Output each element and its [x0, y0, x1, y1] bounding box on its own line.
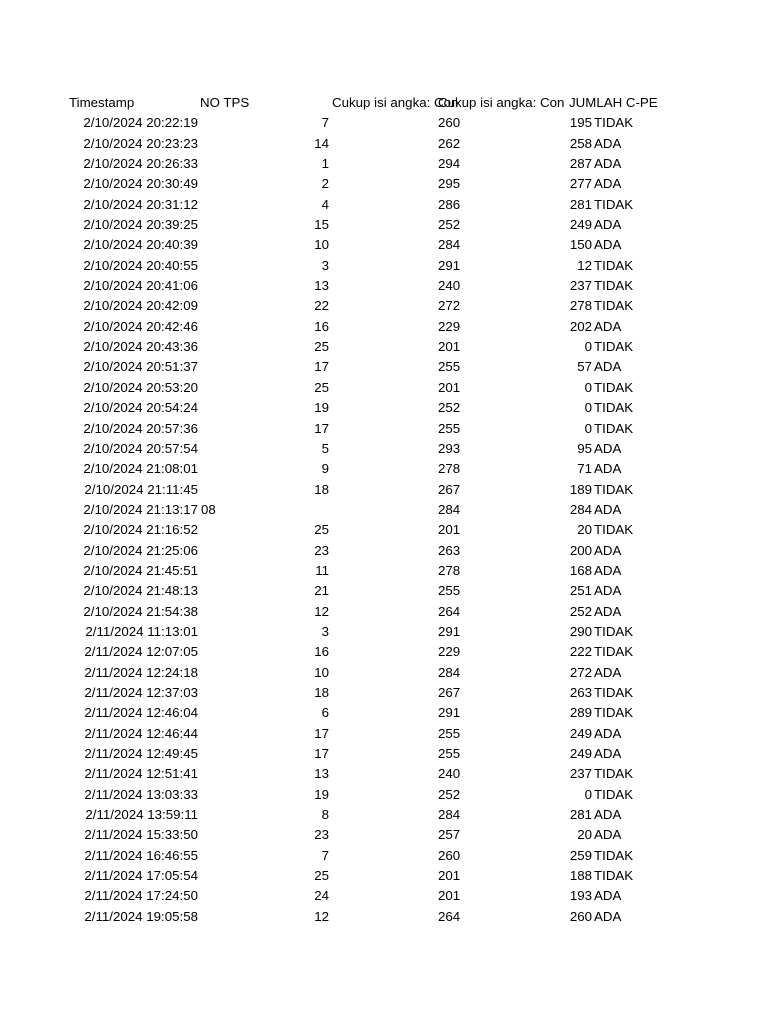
- cell-timestamp: 2/10/2024 20:41:06: [83, 278, 198, 294]
- cell-col1: 272: [438, 298, 461, 314]
- cell-status: TIDAK: [594, 115, 634, 131]
- cell-no-tps: 16: [314, 318, 329, 334]
- table-row: [0, 439, 768, 459]
- cell-status: TIDAK: [594, 420, 634, 436]
- cell-no-tps: 25: [314, 522, 329, 538]
- cell-no-tps: 11: [315, 562, 329, 578]
- table-row: [0, 683, 768, 703]
- cell-col2: 195: [569, 115, 592, 131]
- cell-col1: 255: [438, 746, 461, 761]
- table-row: [0, 907, 768, 927]
- cell-timestamp: 2/10/2024 20:54:24: [83, 400, 198, 416]
- header-col2: Cukup isi angka: Con: [438, 95, 565, 110]
- cell-col2: 263: [569, 684, 592, 700]
- cell-timestamp: 2/10/2024 20:42:46: [83, 318, 198, 334]
- table-row: [0, 317, 768, 337]
- cell-col2: 0: [584, 420, 592, 436]
- cell-no-tps: 4: [321, 196, 329, 212]
- cell-status: ADA: [594, 827, 622, 843]
- cell-no-tps: 23: [314, 827, 329, 843]
- cell-no-tps: 19: [314, 786, 329, 802]
- cell-col1: 262: [438, 135, 461, 151]
- cell-status: ADA: [594, 583, 622, 599]
- cell-timestamp: 2/10/2024 20:51:37: [83, 359, 198, 375]
- cell-status: TIDAK: [594, 196, 634, 212]
- cell-col1: 291: [438, 705, 461, 721]
- cell-col1: 252: [438, 400, 461, 416]
- cell-no-tps: 6: [321, 705, 329, 721]
- cell-col1: 264: [438, 908, 461, 924]
- cell-timestamp: 2/10/2024 20:23:23: [83, 135, 198, 151]
- header-col3: JUMLAH C-PE: [569, 95, 658, 110]
- cell-col2: 272: [569, 664, 592, 680]
- cell-no-tps: 17: [314, 746, 329, 761]
- table-row: [0, 561, 768, 581]
- cell-no-tps: [270, 500, 329, 520]
- cell-status: ADA: [594, 176, 622, 192]
- table-row: [0, 357, 768, 377]
- cell-col2: 259: [569, 847, 592, 863]
- cell-status: ADA: [594, 908, 622, 924]
- cell-col1: 278: [438, 461, 461, 477]
- cell-status: TIDAK: [594, 786, 634, 802]
- cell-status: ADA: [594, 664, 622, 680]
- cell-status: ADA: [594, 562, 622, 578]
- cell-timestamp: 2/11/2024 13:59:11: [85, 807, 198, 823]
- table-row: [0, 520, 768, 540]
- table-row: [0, 744, 768, 764]
- cell-timestamp: 2/10/2024 20:39:25: [83, 217, 198, 233]
- table-row: [0, 296, 768, 316]
- cell-status: TIDAK: [594, 379, 634, 395]
- cell-col2: 189: [569, 481, 592, 497]
- cell-col1: 240: [438, 278, 461, 294]
- cell-col1: 229: [438, 644, 461, 660]
- cell-no-tps: 13: [314, 766, 329, 782]
- cell-timestamp: 2/10/2024 20:22:19: [83, 115, 198, 131]
- table-row: [0, 724, 768, 744]
- cell-col2: 20: [577, 827, 592, 843]
- cell-status: TIDAK: [594, 522, 634, 538]
- cell-timestamp: 2/10/2024 20:26:33: [83, 156, 198, 172]
- cell-no-tps: 17: [314, 420, 329, 436]
- cell-status: TIDAK: [594, 623, 634, 639]
- cell-col1: 291: [438, 257, 461, 273]
- cell-status: ADA: [594, 359, 622, 375]
- cell-col1: 286: [438, 196, 461, 212]
- table-row: [0, 480, 768, 500]
- cell-no-tps: 19: [314, 400, 329, 416]
- cell-timestamp: 2/10/2024 20:40:55: [83, 257, 198, 273]
- cell-timestamp: 2/11/2024 12:51:41: [84, 766, 198, 782]
- cell-status: ADA: [594, 217, 622, 233]
- cell-timestamp: 2/11/2024 15:33:50: [84, 827, 198, 843]
- cell-timestamp: 2/11/2024 12:24:18: [84, 664, 198, 680]
- cell-col2: 260: [569, 908, 592, 924]
- cell-timestamp: 2/11/2024 11:13:01: [85, 623, 198, 639]
- cell-timestamp: 2/10/2024 21:11:45: [84, 481, 198, 497]
- cell-status: ADA: [594, 237, 622, 253]
- cell-no-tps: 3: [321, 623, 329, 639]
- cell-col2: 0: [584, 400, 592, 416]
- table-row: [0, 541, 768, 561]
- cell-no-tps: 10: [314, 664, 329, 680]
- table-row: [0, 154, 768, 174]
- cell-col2: 20: [577, 522, 592, 538]
- header-timestamp: Timestamp: [69, 95, 135, 110]
- table-row: [0, 622, 768, 642]
- cell-col2: 150: [569, 237, 592, 253]
- cell-status: TIDAK: [594, 684, 634, 700]
- cell-col1: 201: [438, 379, 461, 395]
- cell-col1: 267: [438, 481, 461, 497]
- cell-col1: 201: [438, 888, 461, 904]
- cell-col1: 284: [438, 807, 461, 823]
- header-row: [0, 93, 768, 113]
- cell-timestamp: 2/11/2024 17:24:50: [84, 888, 198, 904]
- cell-no-tps: 7: [321, 847, 329, 863]
- cell-col2: 12: [577, 257, 592, 273]
- cell-timestamp: 2/10/2024 21:08:01: [83, 461, 198, 477]
- cell-no-tps: 16: [314, 644, 329, 660]
- cell-no-tps: 21: [314, 583, 329, 599]
- cell-timestamp: 2/10/2024 21:13:17: [83, 501, 198, 517]
- cell-col2: 71: [577, 461, 592, 477]
- table-row: [0, 846, 768, 866]
- cell-col1: 201: [438, 339, 461, 355]
- table-row: [0, 276, 768, 296]
- table-row: [0, 602, 768, 622]
- table-row: [0, 235, 768, 255]
- cell-status: ADA: [594, 440, 622, 456]
- cell-col2: 193: [569, 888, 592, 904]
- header-col1: Cukup isi angka: Con: [332, 95, 459, 110]
- cell-timestamp: 2/11/2024 12:46:44: [84, 725, 198, 741]
- cell-col1: 201: [438, 868, 461, 884]
- cell-timestamp: 2/10/2024 20:53:20: [83, 379, 198, 395]
- cell-status: ADA: [594, 461, 622, 477]
- cell-no-tps: 24: [314, 888, 329, 904]
- table-body: [0, 113, 768, 927]
- table-row: [0, 825, 768, 845]
- cell-col2: 251: [569, 583, 592, 599]
- cell-col1: 229: [438, 318, 461, 334]
- cell-col2: 237: [569, 766, 592, 782]
- cell-no-tps: 10: [314, 237, 329, 253]
- cell-col1: 252: [438, 786, 461, 802]
- cell-col2: 281: [569, 807, 592, 823]
- cell-status: TIDAK: [594, 298, 634, 314]
- cell-col1: 240: [438, 766, 461, 782]
- table-row: [0, 886, 768, 906]
- cell-col2: 188: [569, 868, 592, 884]
- cell-col1: 284: [438, 664, 461, 680]
- cell-col1: 295: [438, 176, 461, 192]
- cell-status: ADA: [594, 501, 622, 517]
- cell-col2: 277: [569, 176, 592, 192]
- cell-no-tps: 17: [314, 725, 329, 741]
- cell-status: TIDAK: [594, 481, 634, 497]
- cell-timestamp: 2/10/2024 20:30:49: [83, 176, 198, 192]
- cell-timestamp: 2/11/2024 17:05:54: [84, 868, 198, 884]
- cell-no-tps: 18: [314, 684, 329, 700]
- cell-col2: 249: [569, 217, 592, 233]
- cell-col1: 255: [438, 583, 461, 599]
- cell-col1: 260: [438, 847, 461, 863]
- table-row: [0, 398, 768, 418]
- cell-col2: 252: [569, 603, 592, 619]
- table-row: [0, 785, 768, 805]
- cell-status: ADA: [594, 542, 622, 558]
- table-row: [0, 337, 768, 357]
- data-sheet: [0, 93, 768, 927]
- cell-col2: 0: [584, 339, 592, 355]
- cell-col1: 252: [438, 217, 461, 233]
- table-row: [0, 195, 768, 215]
- cell-col1: 284: [438, 237, 461, 253]
- table-row: [0, 581, 768, 601]
- cell-no-tps: 17: [314, 359, 329, 375]
- cell-col1: 264: [438, 603, 461, 619]
- cell-col1: 291: [438, 623, 461, 639]
- cell-timestamp: 2/11/2024 12:37:03: [84, 684, 198, 700]
- table-row: [0, 215, 768, 235]
- cell-status: ADA: [594, 746, 622, 761]
- table-row: [0, 419, 768, 439]
- cell-no-tps: 18: [314, 481, 329, 497]
- cell-col1: 260: [438, 115, 461, 131]
- cell-col2: 278: [569, 298, 592, 314]
- cell-status: ADA: [594, 807, 622, 823]
- cell-status: TIDAK: [594, 339, 634, 355]
- cell-no-tps: 3: [321, 257, 329, 273]
- cell-col1: 255: [438, 359, 461, 375]
- cell-status: ADA: [594, 603, 622, 619]
- cell-no-tps: 12: [314, 603, 329, 619]
- table-row: [0, 459, 768, 479]
- cell-no-tps: 2: [321, 176, 329, 192]
- cell-status: TIDAK: [594, 400, 634, 416]
- cell-status: TIDAK: [594, 766, 634, 782]
- cell-timestamp: 2/10/2024 21:45:51: [83, 562, 198, 578]
- cell-timestamp: 2/10/2024 20:57:54: [83, 440, 198, 456]
- cell-no-tps: 1: [321, 156, 329, 172]
- cell-timestamp: 2/11/2024 12:07:05: [84, 644, 198, 660]
- cell-timestamp: 2/10/2024 21:16:52: [83, 522, 198, 538]
- cell-timestamp: 2/10/2024 21:25:06: [83, 542, 198, 558]
- cell-no-tps: 9: [321, 461, 329, 477]
- table-row: [0, 378, 768, 398]
- cell-col2: 249: [569, 746, 592, 761]
- cell-no-tps: 14: [314, 135, 329, 151]
- cell-status: ADA: [594, 888, 622, 904]
- cell-no-tps: 25: [314, 868, 329, 884]
- cell-col2: 202: [569, 318, 592, 334]
- cell-col1: 294: [438, 156, 461, 172]
- cell-col2: 289: [569, 705, 592, 721]
- cell-col2: 0: [584, 786, 592, 802]
- cell-status: TIDAK: [594, 278, 634, 294]
- table-row: [0, 174, 768, 194]
- cell-col2: 0: [584, 379, 592, 395]
- cell-timestamp: 2/11/2024 12:49:45: [84, 746, 198, 761]
- cell-extra: 08: [201, 501, 216, 517]
- table-row: [0, 500, 768, 520]
- cell-timestamp: 2/10/2024 20:40:39: [83, 237, 198, 253]
- cell-no-tps: 5: [321, 440, 329, 456]
- table-row: [0, 663, 768, 683]
- cell-status: ADA: [594, 135, 622, 151]
- cell-col2: 95: [577, 440, 592, 456]
- cell-col2: 287: [569, 156, 592, 172]
- cell-col2: 222: [569, 644, 592, 660]
- cell-col1: 201: [438, 522, 461, 538]
- cell-status: TIDAK: [594, 868, 634, 884]
- cell-col2: 290: [569, 623, 592, 639]
- cell-no-tps: 12: [314, 908, 329, 924]
- cell-col1: 278: [438, 562, 461, 578]
- cell-timestamp: 2/10/2024 20:43:36: [83, 339, 198, 355]
- cell-timestamp: 2/11/2024 13:03:33: [84, 786, 198, 802]
- cell-status: TIDAK: [594, 847, 634, 863]
- cell-col1: 284: [438, 501, 461, 517]
- cell-col2: 57: [577, 359, 592, 375]
- cell-col1: 255: [438, 725, 461, 741]
- cell-status: TIDAK: [594, 257, 634, 273]
- cell-timestamp: 2/10/2024 20:57:36: [83, 420, 198, 436]
- cell-no-tps: 13: [314, 278, 329, 294]
- cell-col1: 257: [438, 827, 461, 843]
- table-row: [0, 805, 768, 825]
- header-no-tps: NO TPS: [200, 95, 250, 110]
- cell-col1: 255: [438, 420, 461, 436]
- cell-col2: 200: [569, 542, 592, 558]
- cell-no-tps: 23: [314, 542, 329, 558]
- cell-timestamp: 2/10/2024 20:31:12: [83, 196, 198, 212]
- table-row: [0, 866, 768, 886]
- cell-timestamp: 2/10/2024 20:42:09: [83, 298, 198, 314]
- cell-col2: 237: [569, 278, 592, 294]
- cell-col2: 168: [569, 562, 592, 578]
- cell-no-tps: 25: [314, 339, 329, 355]
- cell-timestamp: 2/10/2024 21:48:13: [83, 583, 198, 599]
- cell-no-tps: 25: [314, 379, 329, 395]
- cell-timestamp: 2/11/2024 12:46:04: [84, 705, 198, 721]
- cell-col1: 263: [438, 542, 461, 558]
- table-row: [0, 256, 768, 276]
- cell-status: TIDAK: [594, 705, 634, 721]
- cell-no-tps: 22: [314, 298, 329, 314]
- cell-status: ADA: [594, 156, 622, 172]
- cell-status: ADA: [594, 318, 622, 334]
- cell-timestamp: 2/11/2024 16:46:55: [84, 847, 198, 863]
- cell-col2: 249: [569, 725, 592, 741]
- table-row: [0, 764, 768, 784]
- cell-no-tps: 7: [321, 115, 329, 131]
- cell-timestamp: 2/10/2024 21:54:38: [83, 603, 198, 619]
- cell-col2: 281: [569, 196, 592, 212]
- cell-col1: 293: [438, 440, 461, 456]
- table-row: [0, 642, 768, 662]
- cell-status: TIDAK: [594, 644, 634, 660]
- table-row: [0, 703, 768, 723]
- cell-no-tps: 8: [321, 807, 329, 823]
- table-row: [0, 113, 768, 133]
- cell-col2: 284: [569, 501, 592, 517]
- cell-status: ADA: [594, 725, 622, 741]
- cell-col1: 267: [438, 684, 461, 700]
- cell-no-tps: 15: [314, 217, 329, 233]
- table-row: [0, 134, 768, 154]
- cell-col2: 258: [569, 135, 592, 151]
- cell-timestamp: 2/11/2024 19:05:58: [84, 908, 198, 924]
